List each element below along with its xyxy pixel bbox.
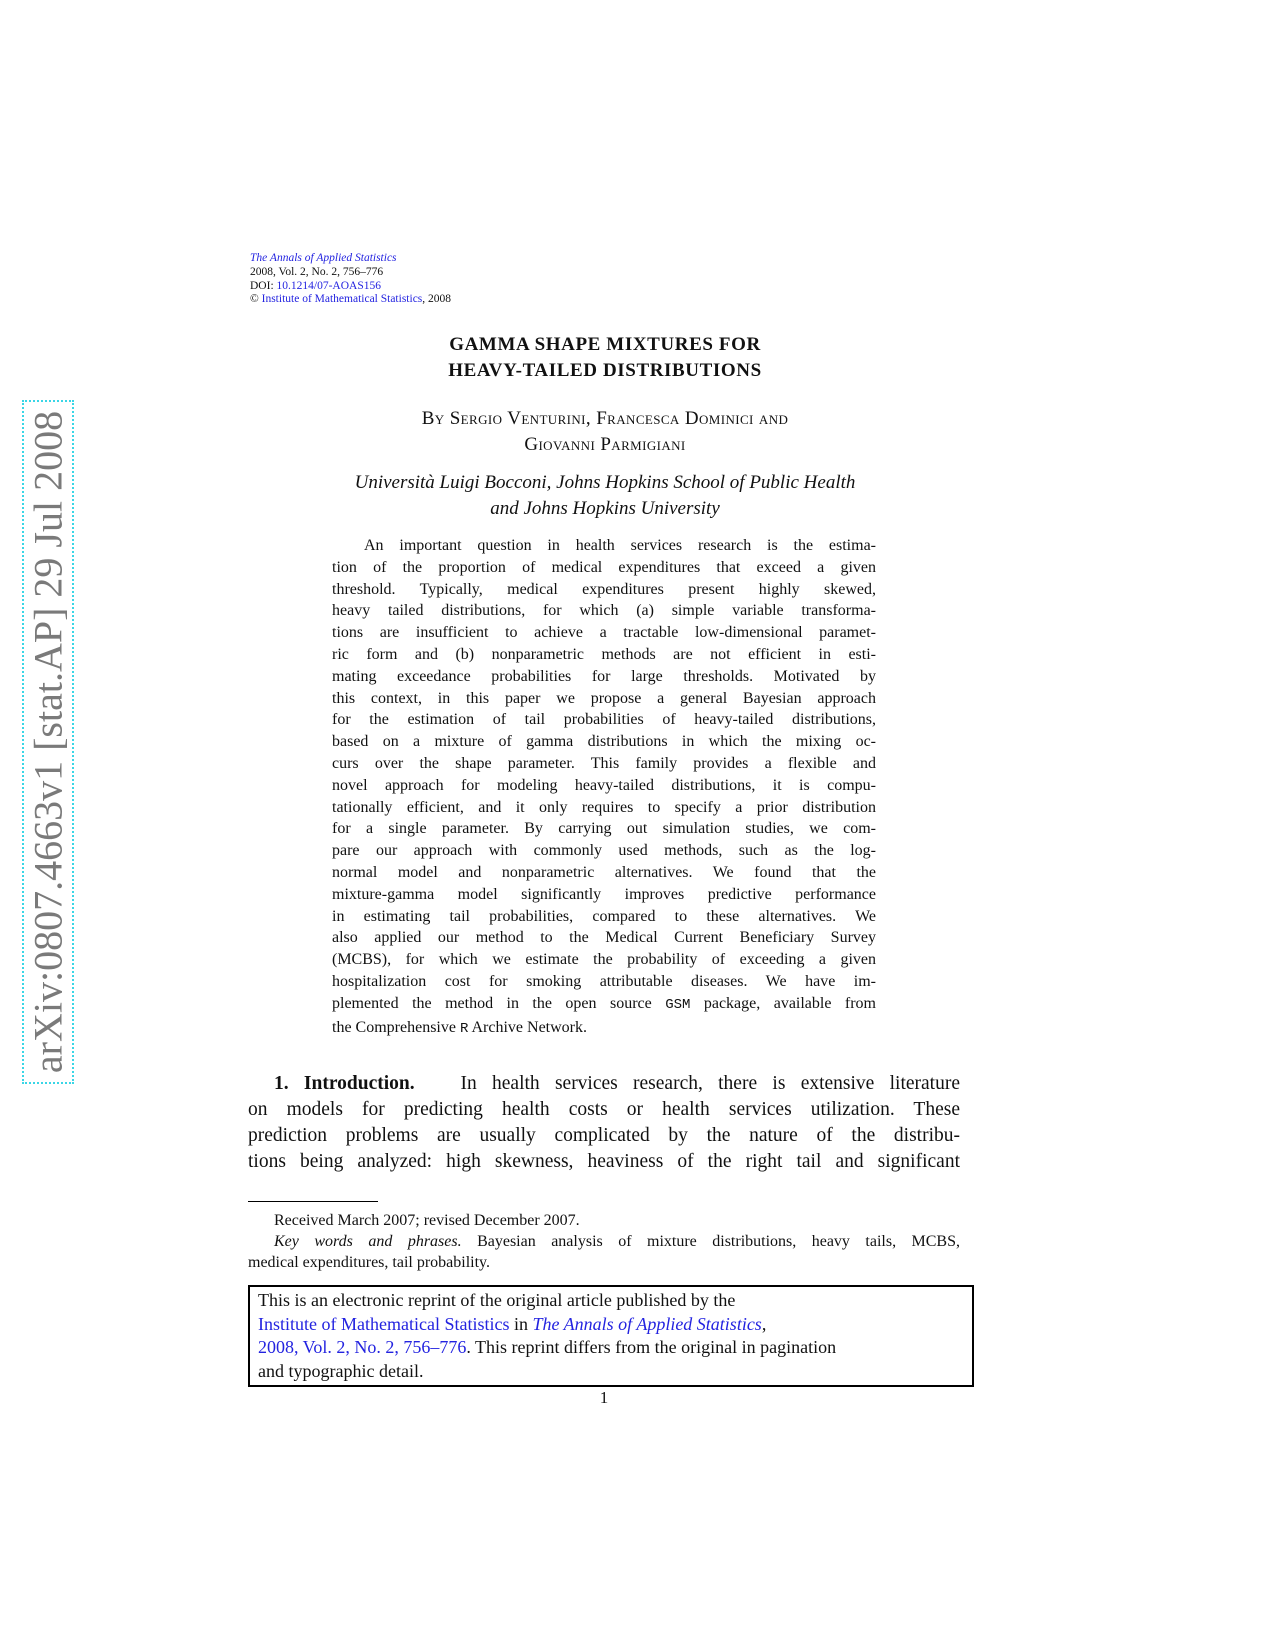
paper-title xyxy=(300,332,910,384)
abstract-line: (MCBS), for which we estimate the probability of exceeding a given xyxy=(332,951,876,969)
reprint-text: . This reprint differs from the original in pagination xyxy=(466,1337,837,1357)
abstract-line: based on a mixture of gamma distributions in which the mixing oc- xyxy=(332,733,876,751)
intro-text: In health services research, there is extensive literature xyxy=(460,1073,960,1094)
abstract-line: tion of the proportion of medical expenditures that exceed a given xyxy=(332,558,876,576)
reprint-text: in xyxy=(509,1313,533,1334)
doi-link[interactable]: 10.1214/07-AOAS156 xyxy=(276,279,381,292)
intro-line: prediction problems are usually complicated by the nature of the distribu- xyxy=(248,1125,960,1146)
abstract-line xyxy=(332,993,876,1017)
author-line: By Sergio Venturini, Francesca Dominici and xyxy=(421,408,789,429)
abstract-text: the Comprehensive xyxy=(332,1018,460,1036)
abstract-line: in estimating tail probabilities, compared to these alternatives. We xyxy=(332,907,876,925)
abstract-text: package, available from xyxy=(690,994,877,1012)
affiliation-line: Università Luigi Bocconi, Johns Hopkins School of Public Health xyxy=(354,472,856,493)
abstract-line: curs over the shape parameter. This family provides a flexible and xyxy=(332,754,876,772)
abstract-line: also applied our method to the Medical Current Beneficiary Survey xyxy=(332,929,876,947)
abstract-line: this context, in this paper we propose a general Bayesian approach xyxy=(332,689,876,707)
keywords-line xyxy=(248,1231,960,1252)
abstract-line: normal model and nonparametric alternatives. We found that the xyxy=(332,863,876,881)
copyright-year: , 2008 xyxy=(422,293,452,306)
footnote-rule xyxy=(248,1201,378,1202)
abstract-line: An important question in health services research is the estima- xyxy=(364,537,876,554)
abstract-text: Archive Network. xyxy=(468,1018,588,1036)
intro-line: on models for predicting health costs or health services utilization. These xyxy=(248,1099,960,1120)
citation-link[interactable]: 2008, Vol. 2, No. 2, 756–776 xyxy=(258,1337,467,1357)
affiliation-line: and Johns Hopkins University xyxy=(490,498,720,519)
journal-link[interactable]: The Annals of Applied Statistics xyxy=(532,1313,762,1334)
abstract-line: pare our approach with commonly used methods, such as the log- xyxy=(332,842,876,860)
language-name: R xyxy=(459,1020,469,1037)
introduction xyxy=(248,1071,960,1175)
title-line: GAMMA SHAPE MIXTURES FOR xyxy=(449,334,761,355)
abstract-line: novel approach for modeling heavy-tailed distributions, it is compu- xyxy=(332,776,876,794)
abstract-line: threshold. Typically, medical expenditures present highly skewed, xyxy=(332,580,876,598)
keywords-text: medical expenditures, tail probability. xyxy=(248,1254,490,1271)
publisher-link[interactable]: Institute of Mathematical Statistics xyxy=(258,1313,510,1334)
abstract-line: mixture-gamma model significantly improves predictive performance xyxy=(332,885,876,903)
authors xyxy=(300,406,910,458)
reprint-text: , xyxy=(761,1313,767,1334)
page-number: 1 xyxy=(599,1388,609,1407)
section-heading: 1. Introduction. xyxy=(274,1073,415,1094)
reprint-text: and typographic detail. xyxy=(258,1360,424,1381)
abstract-text: plemented the method in the open source xyxy=(332,994,666,1012)
abstract-line: mating exceedance probabilities for large thresholds. Motivated by xyxy=(332,667,876,685)
abstract-line: for a single parameter. By carrying out simulation studies, we com- xyxy=(332,820,876,838)
abstract-line: heavy tailed distributions, for which (a) simple variable transforma- xyxy=(332,602,876,620)
received-note: Received March 2007; revised December 2007. xyxy=(274,1212,580,1229)
abstract-line: ric form and (b) nonparametric methods are not efficient in esti- xyxy=(332,645,876,663)
publisher-link[interactable]: Institute of Mathematical Statistics xyxy=(261,293,423,306)
abstract-line: tions are insufficient to achieve a tractable low-dimensional paramet- xyxy=(332,624,876,642)
title-line: HEAVY-TAILED DISTRIBUTIONS xyxy=(448,360,762,381)
arxiv-id: arXiv:0807.4663v1 [stat.AP] 29 Jul 2008 xyxy=(25,410,71,1074)
journal-link[interactable]: The Annals of Applied Statistics xyxy=(250,252,397,264)
abstract-line xyxy=(332,1017,876,1041)
intro-line xyxy=(248,1071,960,1097)
reprint-notice xyxy=(248,1285,974,1387)
journal-header xyxy=(250,252,451,307)
author-line: Giovanni Parmigiani xyxy=(524,434,686,455)
arxiv-stamp xyxy=(22,400,74,1084)
abstract xyxy=(332,535,876,1040)
abstract-line: tationally efficient, and it only requires to specify a prior distribution xyxy=(332,798,876,816)
keywords-label: Key words and phrases. xyxy=(274,1233,462,1250)
reprint-text: This is an electronic reprint of the original article published by the xyxy=(258,1290,736,1310)
intro-line: tions being analyzed: high skewness, heaviness of the right tail and significant xyxy=(248,1151,960,1172)
abstract-line: for the estimation of tail probabilities of heavy-tailed distributions, xyxy=(332,711,876,729)
volume-info: 2008, Vol. 2, No. 2, 756–776 xyxy=(250,265,384,278)
abstract-line: hospitalization cost for smoking attributable diseases. We have im- xyxy=(332,972,876,990)
doi-label: DOI: xyxy=(250,279,277,292)
keywords-text: Bayesian analysis of mixture distributions, heavy tails, MCBS, xyxy=(461,1233,961,1250)
package-name: GSM xyxy=(665,996,691,1013)
footnotes xyxy=(248,1210,960,1273)
affiliation xyxy=(280,470,930,522)
copyright-icon: © xyxy=(250,293,259,306)
